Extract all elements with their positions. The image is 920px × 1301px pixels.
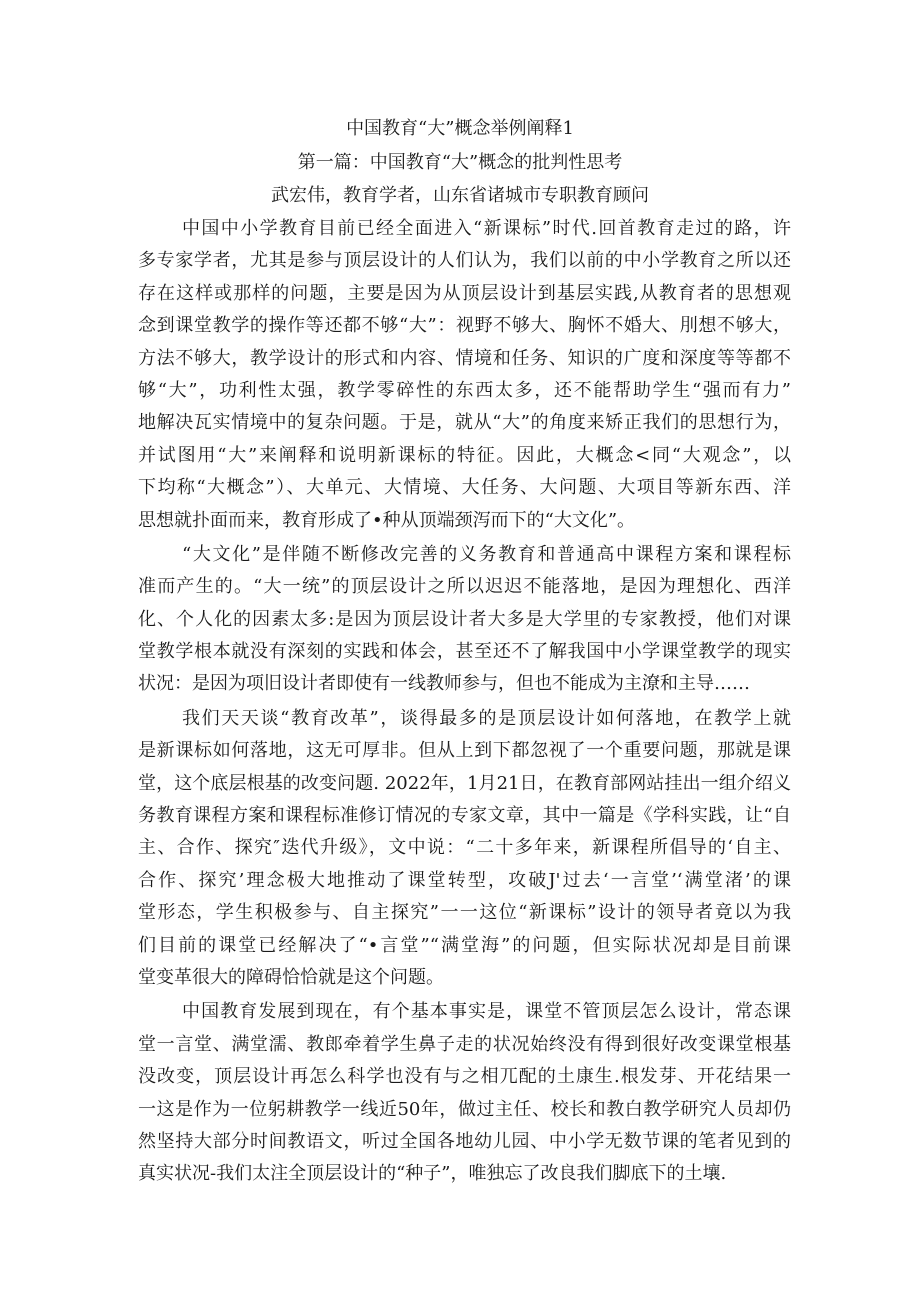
text-line: 堂一言堂、满堂濡、教郎牵着学生鼻子走的状况始终没有得到很好改变课堂根基 <box>138 1033 791 1055</box>
paragraph <box>138 707 791 999</box>
author-line: 武宏伟，教育学者，山东省诸城市专职教育顾问 <box>271 185 649 206</box>
text-line: 堂教学根本就没有深刻的实践和体会，甚至还不了解我国中小学课堂教学的现实 <box>138 641 791 663</box>
text-line: 合作、探究’理念极大地推动了课堂转型，攻破J'过去‘一言堂’‘满堂渚’的课 <box>138 869 791 891</box>
text-line: 堂变革很大的障碍恰恰就是这个问题。 <box>138 966 444 988</box>
text-line: 化、个人化的因素太多:是因为顶层设计者大多是大学里的专家教授，他们对课 <box>138 608 791 630</box>
document-body <box>138 217 791 1197</box>
text-line: 方法不够大，教学设计的形式和内容、情境和任务、知识的广度和深度等等都不 <box>138 347 791 369</box>
text-line: 下均称“大概念”）、大单元、大情境、大任务、大问题、大项目等新东西、洋 <box>138 477 791 499</box>
paragraph <box>138 543 791 705</box>
text-line: 堂，这个底层根基的改变问题. 2022年，1月21日，在教育部网站挂出一组介绍义 <box>138 772 791 794</box>
text-line: 堂形态，学生积极参与、自主探究”一一这位“新课标”设计的领导者竟以为我 <box>138 902 791 924</box>
document-title: 中国教育“大”概念举例阐释1 <box>346 118 574 139</box>
text-line: 没改变，顶层设计再怎么科学也没有与之相兀配的土康生.根发芽、开花结果一 <box>138 1066 791 1088</box>
text-line: 地解决瓦实情境中的复杂问题。于是，就从“大”的角度来矫正我们的思想行为， <box>138 412 791 434</box>
document-subtitle: 第一篇：中国教育“大”概念的批判性思考 <box>297 152 623 173</box>
text-line: 中国中小学教育目前已经全面进入“新课标”时代.回首教育走过的路，许 <box>182 218 791 239</box>
paragraph <box>138 217 791 541</box>
text-line: 然坚持大部分时间教语文，听过全国各地幼儿园、中小学无数节课的笔者见到的 <box>138 1130 791 1152</box>
text-line: 真实状况-我们太注全顶层设计的“种子”，唯独忘了改良我们脚底下的土壤. <box>138 1163 727 1185</box>
text-line: 状况：是因为项旧设计者即使有一线教师参与，但也不能成为主潦和主导…… <box>138 673 750 695</box>
text-line: “大文化”是伴随不断修改完善的义务教育和普通高中课程方案和课程标 <box>182 543 791 565</box>
text-line: 够“大”，功利性太强，教学零碎性的东西太多，还不能帮助学生“强而有力” <box>138 379 791 401</box>
text-line: 准而产生的。“大一统”的顶层设计之所以迟迟不能落地，是因为理想化、西洋 <box>138 576 791 598</box>
text-line: 们目前的课堂已经解决了“•言堂”“满堂海”的问题，但实际状况却是目前课 <box>138 934 791 956</box>
text-line: 并试图用“大”来阐释和说明新课标的特征。因此，大概念<同“大观念”，以 <box>138 444 791 466</box>
text-line: 主、合作、探究″迭代升级》，文中说：“二十多年来，新课程所倡导的‘自主、 <box>138 837 791 859</box>
text-line: 一这是作为一位躬耕教学一线近50年，做过主任、校长和教白教学研究人员却仍 <box>138 1098 791 1120</box>
text-line: 务教育课程方案和课程标准修订情况的专家文章，其中一篇是《学科实践，让“自 <box>138 805 791 827</box>
paragraph <box>138 1000 791 1194</box>
text-line: 思想就扑面而来，教育形成了•种从顶端颈泻而下的“大文化”。 <box>138 509 636 531</box>
text-line: 是新课标如何落地，这无可厚非。但从上到下都忽视了一个重要问题，那就是课 <box>138 740 791 762</box>
text-line: 多专家学者，尤其是参与顶层设计的人们认为，我们以前的中小学教育之所以还 <box>138 250 791 272</box>
text-line: 我们天天谈“教育改革”，谈得最多的是顶层设计如何落地，在教学上就 <box>182 707 791 729</box>
text-line: 中国教育发展到现在，有个基本事实是，课堂不管顶层怎么设计，常态课 <box>182 1001 791 1023</box>
text-line: 存在这样或那样的问题，主要是因为从顶层设计到基层实践,从教育者的思想观 <box>138 282 791 304</box>
text-line: 念到课堂教学的操作等还都不够“大”：视野不够大、胸怀不婚大、刖想不够大， <box>138 315 791 337</box>
